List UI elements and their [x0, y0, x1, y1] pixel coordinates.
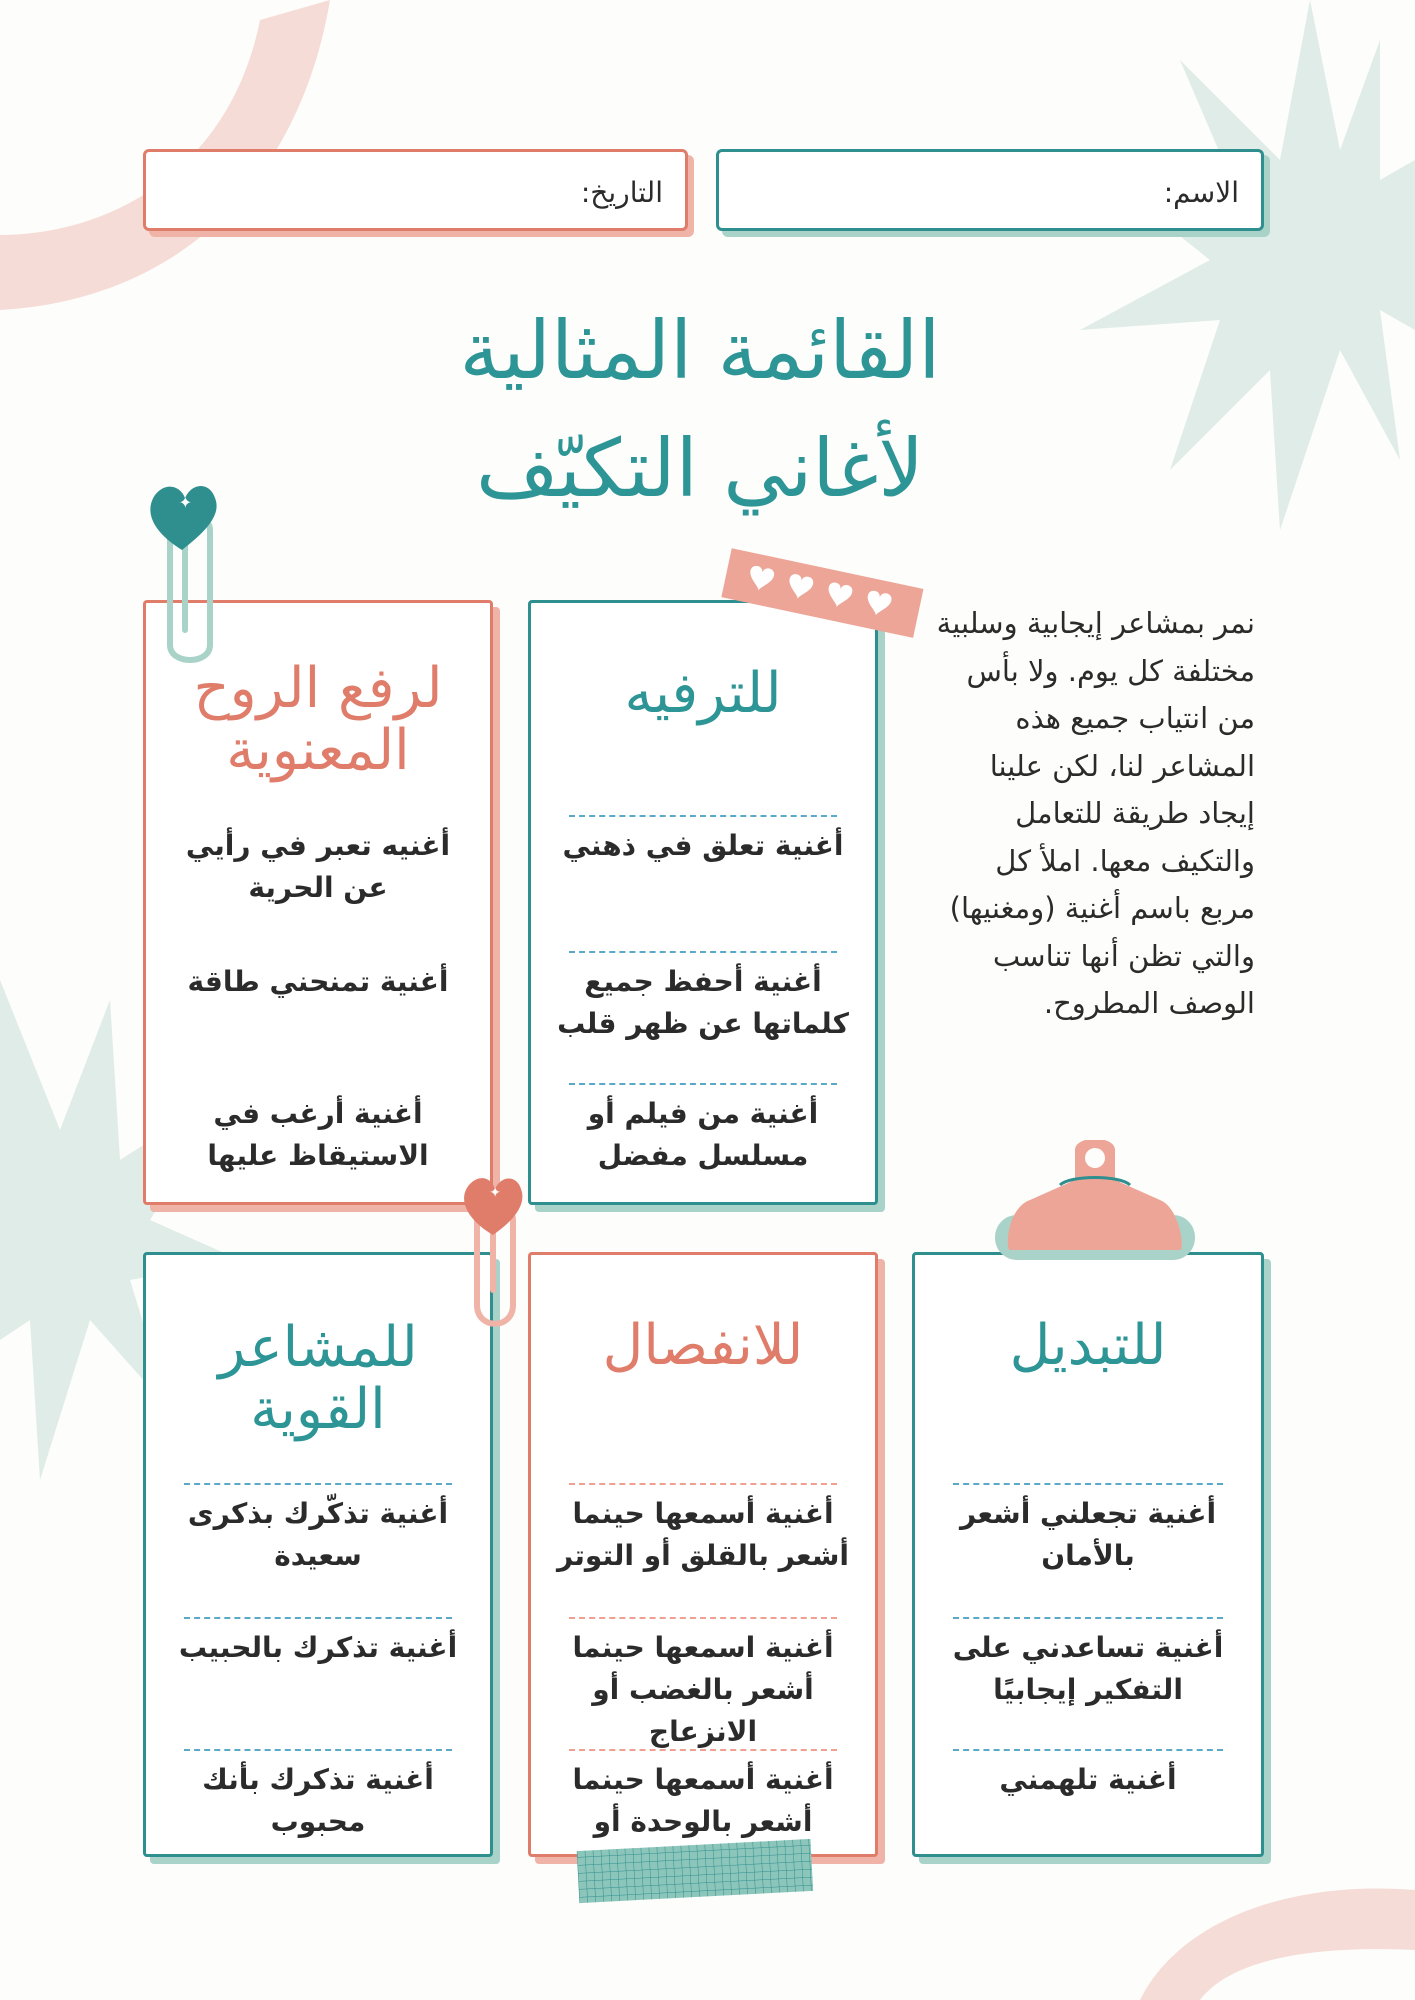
card-morale	[143, 600, 493, 1205]
divider	[569, 1083, 837, 1085]
card-title: لرفع الروح المعنوية	[193, 656, 443, 783]
card-item[interactable]: أغنية أسمعها حينما أشعر بالوحدة أو	[572, 1763, 834, 1838]
divider	[953, 1749, 1223, 1751]
card-item[interactable]: أغنية أرغب في الاستيقاظ عليها	[207, 1097, 429, 1172]
divider	[569, 1483, 837, 1485]
mint-star-topright	[1080, 0, 1415, 540]
svg-text:✦: ✦	[178, 493, 192, 512]
card-title: للمشاعر القوية	[218, 1315, 418, 1442]
card-item[interactable]: أغنية تعلق في ذهني	[562, 829, 844, 862]
name-field[interactable]	[716, 149, 1264, 231]
card-title: للتبديل	[1009, 1313, 1167, 1378]
intro-paragraph: نمر بمشاعر إيجابية وسلبية مختلفة كل يوم. ولا بأس من انتياب جميع هذه المشاعر لنا، لكن علينا إيجاد طريقة للتعامل والتكيف معها. املأ كل مربع باسم أغنية (ومغنيها) والتي تظن أنها تناسب الوصف المطروح.	[936, 606, 1255, 1020]
divider	[953, 1617, 1223, 1619]
teal-grid-washi-tape	[570, 1835, 820, 1910]
divider	[569, 1617, 837, 1619]
svg-text:✦: ✦	[489, 1185, 501, 1201]
card-strong-emotions	[143, 1252, 493, 1857]
title-line-2: لأغاني التكيّف	[475, 422, 925, 515]
card-switching	[912, 1252, 1264, 1857]
card-item[interactable]: أغنية اسمعها حينما أشعر بالغضب أو الانزعاج	[572, 1631, 834, 1748]
card-item[interactable]: أغنية من فيلم أو مسلسل مفضل	[587, 1097, 819, 1172]
card-item[interactable]: أغنية تساعدني على التفكير إيجابيًا	[952, 1631, 1224, 1706]
card-item[interactable]: أغنية أحفظ جميع كلماتها عن ظهر قلب	[557, 965, 849, 1040]
title-line-1: القائمة المثالية	[459, 304, 941, 397]
date-field[interactable]	[143, 149, 688, 231]
page-title	[300, 292, 1100, 528]
divider	[184, 1483, 452, 1485]
divider	[184, 1617, 452, 1619]
card-item[interactable]: أغنية تمنحني طاقة	[187, 965, 449, 998]
card-disconnect	[528, 1252, 878, 1857]
card-item[interactable]: أغنية أسمعها حينما أشعر بالقلق أو التوتر	[557, 1497, 849, 1572]
pink-clip-icon	[985, 1140, 1205, 1265]
pink-arc-bottomright	[1140, 1860, 1415, 2000]
divider	[184, 1749, 452, 1751]
card-title: للترفيه	[624, 661, 782, 726]
card-title: للانفصال	[602, 1313, 804, 1378]
card-item[interactable]: أغنية تذكرك بالحبيب	[178, 1631, 458, 1664]
coral-heart-paperclip-icon	[455, 1165, 535, 1335]
card-item[interactable]: أغنية تجعلني أشعر بالأمان	[959, 1497, 1217, 1572]
date-label: التاريخ:	[580, 176, 663, 209]
card-item[interactable]: أغنية تذكّرك بذكرى سعيدة	[187, 1497, 449, 1572]
pink-washi-tape	[712, 540, 932, 650]
card-item[interactable]: أغنية تذكرك بأنك محبوب	[202, 1763, 434, 1838]
teal-heart-paperclip-icon	[140, 470, 230, 670]
divider	[953, 1483, 1223, 1485]
card-item[interactable]: أغنية تلهمني	[999, 1763, 1177, 1796]
card-item[interactable]: أغنيه تعبر في رأيي عن الحرية	[185, 829, 451, 904]
name-label: الاسم:	[1163, 176, 1239, 209]
divider	[569, 951, 837, 953]
card-entertainment	[528, 600, 878, 1205]
divider	[569, 1749, 837, 1751]
divider	[569, 815, 837, 817]
